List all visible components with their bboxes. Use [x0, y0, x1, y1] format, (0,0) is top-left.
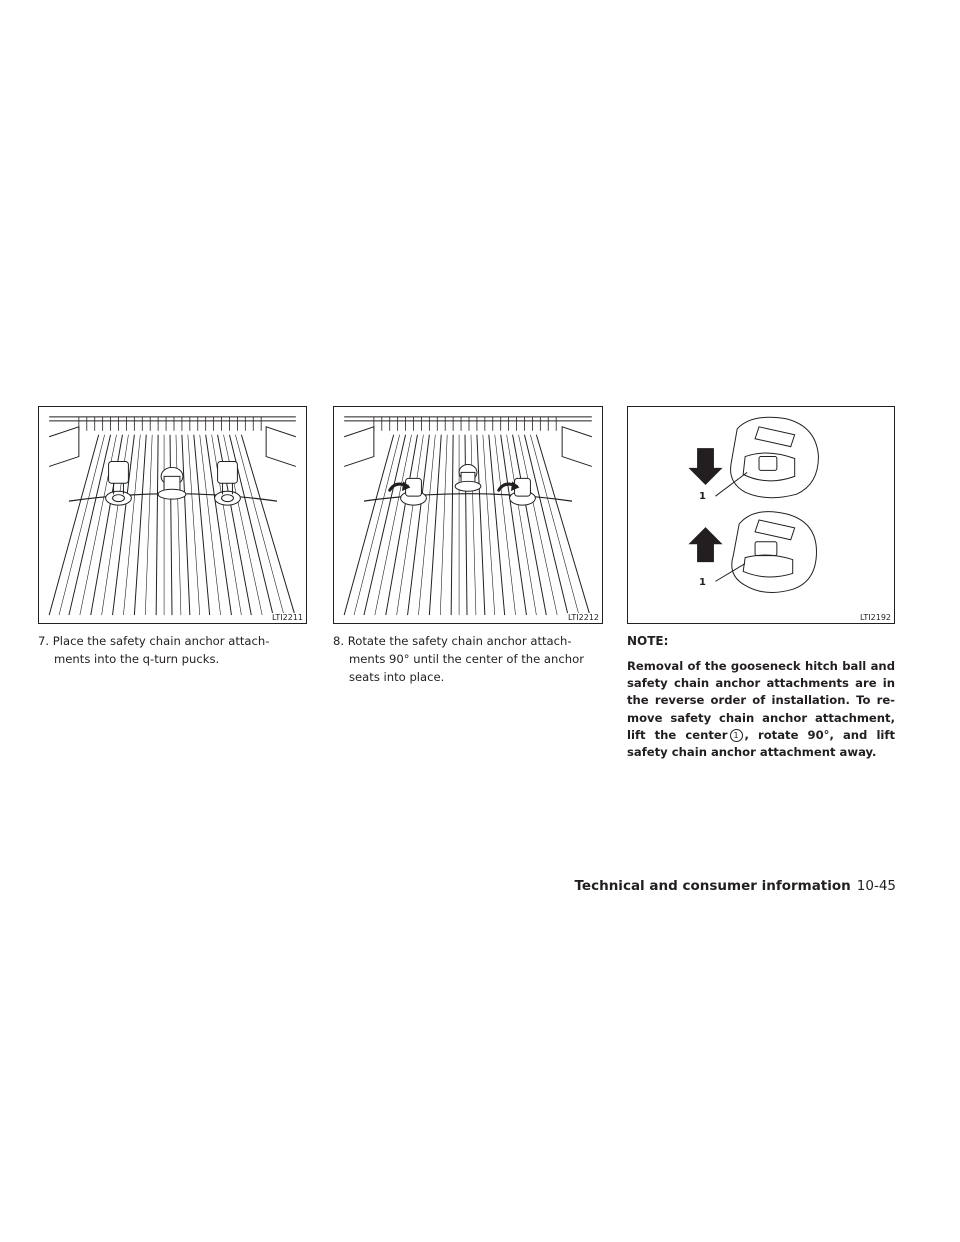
callout-circle: 1 — [730, 729, 743, 742]
figure-anchor-removal — [627, 406, 895, 624]
callout-label: 1 — [699, 491, 706, 502]
figure-place-anchors — [38, 406, 307, 624]
step-text-rest: ments 90° until the center of the anchor seats into place. — [349, 652, 584, 684]
figure-code: LTI2192 — [860, 613, 891, 622]
page-number: 10-45 — [856, 878, 896, 894]
step-7-line1 — [38, 632, 307, 650]
step-7 — [38, 632, 307, 668]
step-text: Place the safety chain anchor attach- — [52, 634, 270, 648]
truck-bed-illustration — [39, 407, 306, 623]
step-text: Rotate the safety chain anchor attach- — [347, 634, 572, 648]
figure-code: LTI2212 — [568, 613, 599, 622]
down-arrow-icon — [690, 449, 722, 485]
note-text-end: , rotate 90°, and lift safety chain anchor attachment away. — [627, 727, 895, 760]
step-8-line1 — [333, 632, 603, 650]
note-body — [627, 658, 895, 761]
step-number: 8. — [333, 634, 345, 648]
figure-rotate-anchors — [333, 406, 603, 624]
anchor-detail-illustration — [628, 407, 894, 623]
step-8 — [333, 632, 603, 686]
step-text-rest: ments into the q-turn pucks. — [54, 652, 220, 666]
section-title: Technical and consumer information — [574, 878, 851, 894]
note-text: Removal of the gooseneck hitch ball and safety chain anchor attachments are in the reverse order of installation. To re-move safety chain anchor attachment, lift the center — [627, 659, 895, 742]
up-arrow-icon — [690, 528, 722, 562]
truck-bed-rotate-illustration — [334, 407, 602, 623]
page-footer — [575, 878, 896, 894]
figure-code: LTI2211 — [272, 613, 303, 622]
step-number: 7. — [38, 634, 50, 648]
callout-label: 1 — [699, 577, 706, 588]
note-heading: NOTE: — [627, 634, 669, 648]
